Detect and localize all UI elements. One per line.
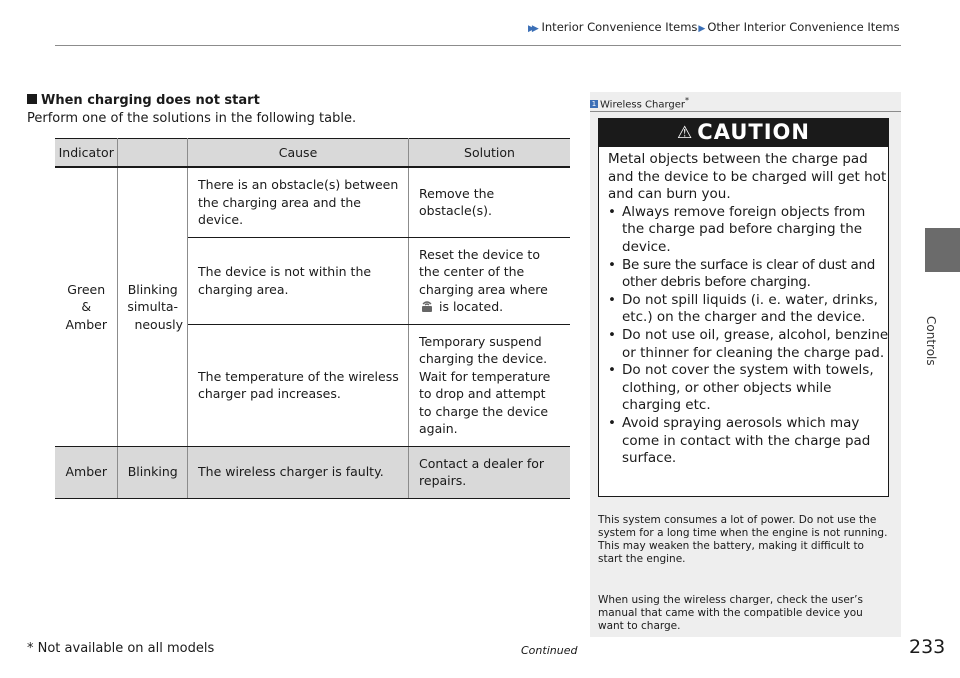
header-solution: Solution [409, 139, 570, 168]
warning-triangle-icon: ⚠ [677, 123, 694, 143]
continued-label: Continued [521, 644, 578, 657]
bullet-icon: • [608, 256, 616, 273]
state-line: simulta- [127, 299, 179, 314]
indicator-cell [55, 167, 118, 446]
note-paragraph: When using the wireless charger, check the user’s manual that came with the compatible device you want to charge. [598, 594, 863, 632]
caution-intro: Metal objects between the charge pad and the device to be charged will get hot and can burn you. [608, 151, 887, 203]
indicator-state-cell: Blinking [118, 446, 188, 498]
breadcrumb-item-page[interactable]: Other Interior Convenience Items [707, 20, 900, 34]
indicator-line: Green [67, 281, 106, 297]
bullet-icon: • [608, 326, 616, 343]
section-intro: Perform one of the solutions in the following table. [27, 111, 357, 126]
state-line: neously [134, 316, 184, 332]
cause-cell: The temperature of the wireless charger pad increases. [188, 324, 409, 446]
header-indicator: Indicator [55, 139, 118, 168]
caution-item-text: Be sure the surface is clear of dust and other debris before charging. [622, 256, 876, 291]
solution-text: is located. [439, 299, 504, 314]
caution-item-text: Do not cover the system with towels, clothing, or other objects while charging etc. [622, 362, 874, 414]
bullet-icon: • [608, 414, 616, 431]
double-arrow-icon: ▶▶ [528, 24, 536, 34]
caution-item-text: Avoid spraying aerosols which may come in contact with the charge pad surface. [622, 414, 871, 467]
solutions-table [55, 138, 570, 499]
chapter-tab[interactable] [922, 262, 942, 366]
breadcrumb-item-section[interactable]: Interior Convenience Items [541, 20, 698, 34]
breadcrumb [528, 20, 908, 34]
square-bullet-icon [27, 94, 37, 104]
cause-cell: The wireless charger is faulty. [188, 446, 409, 498]
bullet-icon: • [608, 203, 616, 220]
indicator-line: Amber [65, 316, 107, 332]
header-divider [55, 45, 901, 46]
footnote-mark: * [685, 96, 690, 105]
header-indicator-state [118, 139, 188, 168]
header-cause: Cause [188, 139, 409, 168]
arrow-icon: ▶ [698, 24, 706, 34]
solution-cell: Temporary suspend charging the device. Wait for temperature to drop and attempt to charge the device again. [409, 324, 570, 446]
caution-body [608, 151, 890, 468]
caution-item [608, 327, 890, 362]
solution-cell: Remove the obstacle(s). [409, 167, 570, 237]
table-row [55, 446, 570, 498]
indicator-state-cell [118, 167, 188, 446]
section-heading [27, 93, 260, 108]
caution-item [608, 292, 890, 327]
sidebar-note-title-text: Wireless Charger [600, 99, 686, 111]
caution-header [598, 118, 889, 147]
solution-cell [409, 237, 570, 324]
bullet-icon: • [608, 362, 616, 379]
caution-label: CAUTION [697, 120, 810, 144]
reference-icon: 1 [591, 100, 597, 109]
caution-list [608, 204, 890, 468]
caution-item [608, 415, 890, 468]
bullet-icon: • [608, 291, 616, 308]
cause-cell: The device is not within the charging area. [188, 237, 409, 324]
chapter-tab-label: Controls [924, 316, 938, 366]
cause-cell: There is an obstacle(s) between the charging area and the device. [188, 167, 409, 237]
state-line: Blinking [127, 281, 178, 297]
caution-item [608, 257, 890, 292]
footnote: * Not available on all models [27, 641, 215, 656]
indicator-cell: Amber [55, 446, 118, 498]
sidebar-note-title [590, 96, 890, 110]
solution-cell: Contact a dealer for repairs. [409, 446, 570, 498]
table-row [55, 167, 570, 237]
sidebar-note-divider [590, 111, 901, 112]
caution-item-text: Do not spill liquids (i. e. water, drinks, etc.) on the charger and the device. [622, 291, 878, 326]
caution-item [608, 204, 890, 257]
solution-text: Reset the device to the center of the charging area where [419, 246, 548, 297]
section-heading-text: When charging does not start [41, 93, 260, 108]
wireless-charger-icon [419, 299, 435, 313]
caution-item-text: Do not use oil, grease, alcohol, benzine or thinner for cleaning the charge pad. [622, 326, 889, 361]
indicator-line: & [81, 299, 92, 314]
table-header-row [55, 139, 570, 168]
note-paragraph: This system consumes a lot of power. Do not use the system for a long time when the engine is not running. This may weaken the battery, making it difficult to start the engine. [598, 514, 888, 565]
caution-item [608, 362, 890, 415]
caution-item-text: Always remove foreign objects from the charge pad before charging the device. [622, 203, 866, 255]
page-number: 233 [909, 636, 946, 658]
